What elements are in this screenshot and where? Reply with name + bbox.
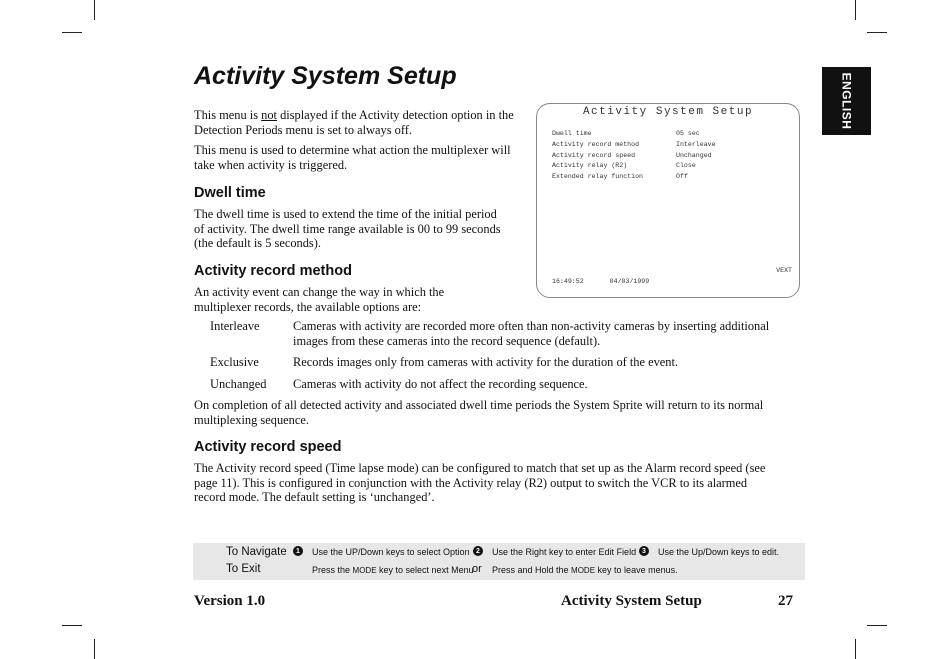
page-title: Activity System Setup [194,62,457,90]
step-3-badge: 3 [639,546,649,556]
screen-row [552,151,716,162]
footer-page-number: 27 [778,593,793,609]
screen-row-value: 05 sec [676,130,700,137]
screen-row-label: Activity record method [552,140,640,148]
dwell-heading: Dwell time [194,185,266,201]
navigate-step-2: Use the Right key to enter Edit Field [492,547,637,557]
screen-row-label: Activity record speed [552,151,636,159]
footer-version: Version 1.0 [194,593,266,609]
language-tab-label: ENGLISH [839,72,854,130]
screen-timestamp [552,278,649,285]
screen-time: 16:49:52 [552,278,584,285]
menu-screen-illustration [536,103,800,298]
crop-mark [855,639,856,659]
screen-date: 04/03/1999 [609,278,650,285]
option-description: Cameras with activity are recorded more often than non-activity cameras by inserting additional images from these cameras into the record sequence (default). [293,319,770,348]
exit-option-2 [492,565,678,575]
list-item [210,319,800,348]
screen-row-value: Unchanged [676,151,712,159]
screen-row-value: Close [676,162,696,170]
mode-key-label: MODE [352,566,377,575]
list-item [210,377,800,392]
footer-section-title: Activity System Setup [561,593,702,609]
screen-row-label: Extended relay function [552,173,644,181]
exit-label: To Exit [226,563,261,575]
intro-text: This menu is [194,108,262,122]
screen-row [552,172,716,183]
exit-text: Press the [312,565,353,575]
screen-row [552,129,716,140]
navigate-step-3: Use the Up/Down keys to edit. [658,547,780,557]
exit-option-1 [312,565,474,575]
exit-text: key to leave menus. [595,565,678,575]
step-1-badge: 1 [293,546,303,556]
screen-row [552,161,716,172]
crop-mark [855,0,856,20]
crop-mark [62,625,82,626]
navigate-label: To Navigate [226,546,287,558]
language-tab [822,67,871,135]
list-item [210,355,800,370]
crop-mark [867,32,887,33]
mode-key-label: MODE [571,566,596,575]
screen-row [552,140,716,151]
crop-mark [94,0,95,20]
screen-title: Activity System Setup [582,106,754,118]
intro-paragraph-2: This menu is used to determine what action the multiplexer will take when activity is triggered. [194,143,511,172]
option-description: Cameras with activity do not affect the recording sequence. [293,376,588,391]
option-term: Unchanged [210,376,267,391]
navigation-help-bar [193,543,805,580]
method-options-list [210,319,800,398]
step-2-badge: 2 [473,546,483,556]
option-term: Interleave [210,319,260,333]
screen-row-label: Activity relay (R2) [552,162,628,170]
intro-emphasis: not [261,108,277,122]
speed-heading: Activity record speed [194,439,342,455]
screen-row-label: Dwell time [552,130,592,137]
completion-paragraph: On completion of all detected activity and associated dwell time periods the System Sprite will return to its normal multiplexing sequence. [194,398,764,427]
dwell-paragraph: The dwell time is used to extend the time of the initial period of activity. The dwell time range available is 00 to 99 seconds (the default is 5 seconds). [194,207,501,250]
crop-mark [867,625,887,626]
intro-paragraph-1 [194,108,514,137]
crop-mark [62,32,82,33]
option-description: Records images only from cameras with activity for the duration of the event. [293,355,679,369]
speed-paragraph: The Activity record speed (Time lapse mode) can be configured to match that set up as the Alarm record speed (see page 11). This is configured in conjunction with the Activity relay (R2) output to switch the VCR to its alarmed record mode. The default setting is ‘unchanged’. [194,461,766,504]
screen-row-value: Interleave [676,140,716,148]
screen-menu-rows [552,129,716,183]
screen-row-value: Off [676,173,688,181]
crop-mark [94,639,95,659]
navigate-step-1: Use the UP/Down keys to select Option [312,547,470,557]
method-paragraph: An activity event can change the way in which the multiplexer records, the available options are: [194,285,445,314]
screen-brand: VEXT [776,267,792,274]
or-separator: or [472,563,482,575]
intro-text: displayed if the Activity detection option in the Detection Periods menu is set to always off. [194,108,514,137]
exit-text: Press and Hold the [492,565,572,575]
exit-text: key to select next Menu [376,565,474,575]
method-heading: Activity record method [194,263,352,279]
option-term: Exclusive [210,355,259,369]
